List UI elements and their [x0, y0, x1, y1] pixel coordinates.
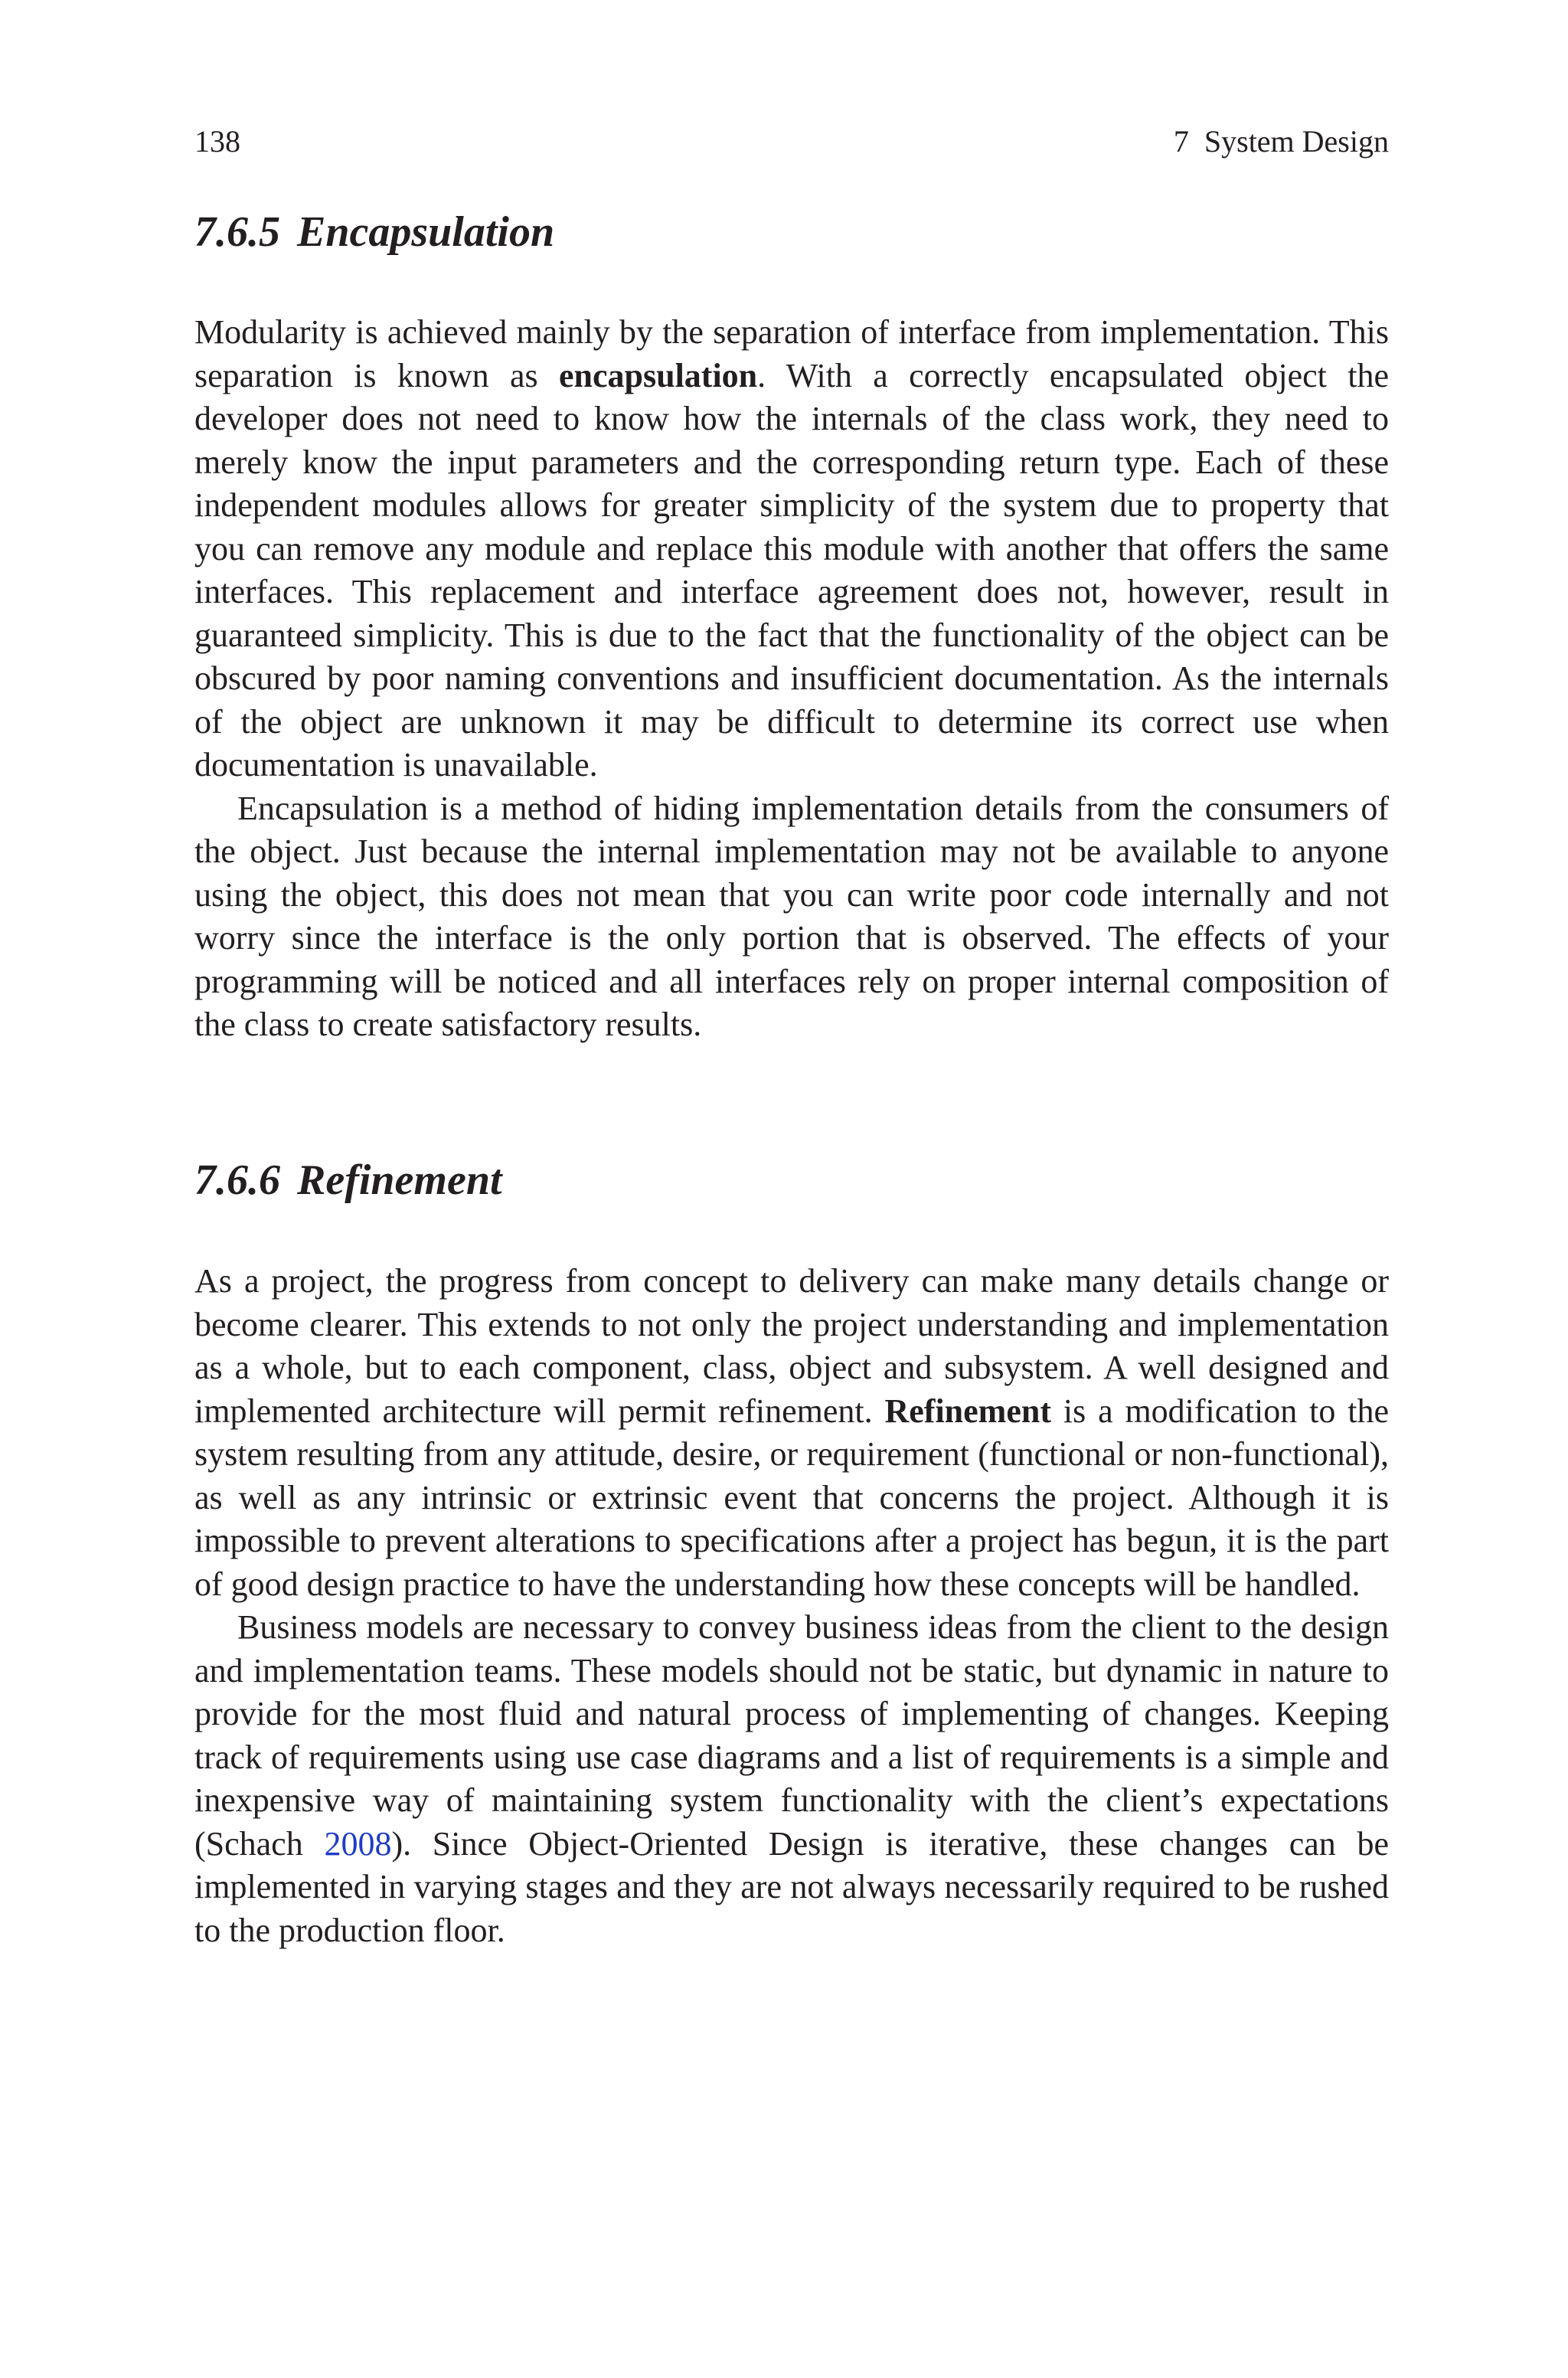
- paragraph: [194, 311, 1389, 787]
- section-heading-refinement: [194, 1153, 502, 1207]
- paragraph-text: . With a correctly encapsulated object the developer does not need to know how the internals of the class work, they need to merely know the input parameters and the corresponding return type. Each of these independent modules allows for greater simplicity of the system due to property that you can remove any module and replace this module with another that offers the same interfaces. This replacement and interface agreement does not, however, result in guaranteed simplicity. This is due to the fact that the functionality of the object can be obscured by poor naming conventions and insufficient documentation. As the internals of the object are unknown it may be difficult to determine its correct use when documentation is unavailable.: [194, 356, 1390, 783]
- section-body-encapsulation: [194, 311, 1389, 1047]
- chapter-label: [1174, 123, 1389, 161]
- chapter-number: 7: [1173, 124, 1189, 159]
- key-term: encapsulation: [558, 356, 758, 394]
- paragraph-text: ). Since Object-Oriented Design is iterative, these changes can be implemented in varying stages and they are not always necessarily required to be rushed to the production floor.: [194, 1824, 1389, 1949]
- section-body-refinement: [194, 1260, 1389, 1952]
- paragraph: [194, 1606, 1389, 1952]
- section-heading-encapsulation: [194, 205, 554, 259]
- key-term: Refinement: [884, 1392, 1051, 1430]
- paragraph-text: is a modification to the system resulting from any attitude, desire, or requirement (functional or non-functional), as well as any intrinsic or extrinsic event that concerns the project. Although it is impossible to prevent alterations to specifications after a project has begun, it is the part of good design practice to have the understanding how these concepts will be handled.: [194, 1392, 1389, 1603]
- section-title: Refinement: [297, 1156, 502, 1204]
- chapter-title: System Design: [1204, 124, 1389, 159]
- section-number: 7.6.6: [194, 1156, 280, 1204]
- paragraph: Encapsulation is a method of hiding implementation details from the consumers of the object. Just because the internal implementation may not be available to anyone using the object, this does not mean that you can write poor code internally and not worry since the interface is the only portion that is observed. The effects of your programming will be noticed and all interfaces rely on proper internal composition of the class to create satisfactory results.: [194, 789, 1389, 1043]
- paragraph-text: Modularity is achieved mainly by the separation of interface from implementation. This separation is known as: [194, 313, 1389, 394]
- paragraph-text: Business models are necessary to convey business ideas from the client to the design and implementation teams. These models should not be static, but dynamic in nature to provide for the most fluid and natural process of implementing of changes. Keeping track of requirements using use case diagrams and a list of requirements is a simple and inexpensive way of maintaining system functionality with the client’s expectations (Schach: [194, 1608, 1389, 1863]
- section-title: Encapsulation: [297, 208, 555, 256]
- page-number: 138: [194, 124, 240, 159]
- paragraph: [194, 1260, 1389, 1606]
- citation-link[interactable]: 2008: [324, 1824, 392, 1863]
- running-head: [194, 123, 1389, 161]
- section-number: 7.6.5: [194, 208, 280, 256]
- paragraph-text: As a project, the progress from concept to delivery can make many details change or become clearer. This extends to not only the project understanding and implementation as a whole, but to each component, class, object and subsystem. A well designed and implemented architecture will permit refinement.: [194, 1262, 1389, 1430]
